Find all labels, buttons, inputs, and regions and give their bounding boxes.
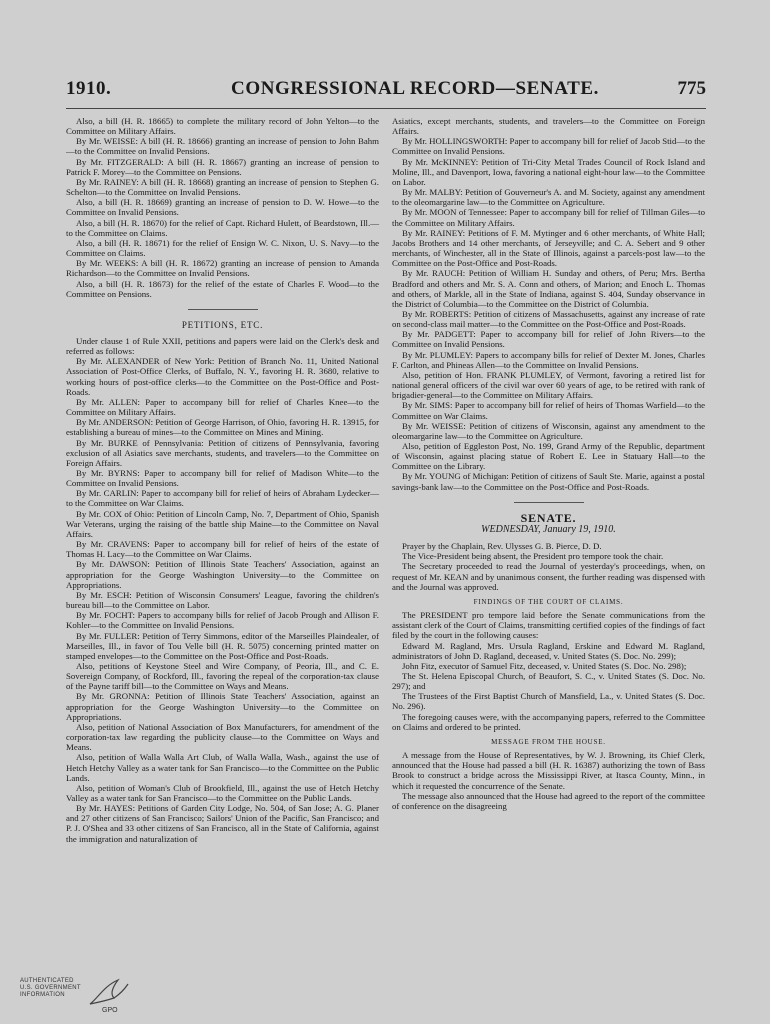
paragraph: Prayer by the Chaplain, Rev. Ulysses G. B. Pierce, D. D.: [402, 541, 602, 552]
header-rule: [66, 108, 706, 109]
paragraph: By Mr. ALEXANDER of New York: Petition of Branch No. 11, United National Association of Post-Office Clerks, of Buffalo, N. Y., favoring H. R. 3680, relative to working hours of post-office clerks—to the Committee on the Post-Office and Post-Roads.: [66, 356, 379, 397]
paragraph: By Mr. WEISSE: A bill (H. R. 18666) granting an increase of pension to John Bahm—to the Committee on Invalid Pensions.: [66, 136, 379, 157]
paragraph: Also, petition of Eggleston Post, No. 199, Grand Army of the Republic, department of Wisconsin, against placing statue of Robert E. Lee in Statuary Hall—to the Committee on the Library.: [392, 441, 705, 472]
gpo-eagle-icon: [84, 974, 134, 1014]
paragraph: By Mr. RAUCH: Petition of William H. Sunday and others, of Peru; Mrs. Bertha Bradford and others and Mr. S. A. Conn and others, of Marion; and Enoch L. Thomas and others, of Markle, all in the State of Indiana, against S. 404, Sunday observance in the District of Columbia—to the Committee on the District of Columbia.: [392, 268, 705, 309]
paragraph: By Mr. BYRNS: Paper to accompany bill for relief of Madison White—to the Committee on Invalid Pensions.: [66, 468, 379, 489]
section-rule: [514, 502, 584, 503]
paragraph: The PRESIDENT pro tempore laid before the Senate communications from the assistant clerk of the Court of Claims, transmitting certified copies of the findings of fact filed by the court in the following causes:: [392, 610, 705, 641]
paragraph: Also, petition of Woman's Club of Brookfield, Ill., against the use of Hetch Hetchy Valley as a water tank for San Francisco—to the Committee on the Public Lands.: [66, 782, 379, 803]
paragraph: Also, petition of Walla Walla Art Club, of Walla Walla, Wash., against the use of Hetch Hetchy Valley as a water tank for San Francisco—to the Committee on the Public Lands.: [66, 752, 379, 783]
paragraph: Also, a bill (H. R. 18665) to complete the military record of John Yelton—to the Committee on Military Affairs.: [66, 116, 379, 137]
paragraph: By Mr. FULLER: Petition of Terry Simmons, editor of the Marseilles Plaindealer, of Marseilles, Ill., in favor of Tou Velle bill (H. R. 5075) concerning printed matter on stamped envelopes—to the Committee on the Post-Office and Post-Roads.: [66, 630, 379, 661]
paragraph: Edward M. Ragland, Mrs. Ursula Ragland, Erskine and Edward M. Ragland, administrators of John D. Ragland, deceased, v. United States (S. Doc. No. 299);: [392, 640, 705, 661]
paragraph: A message from the House of Representatives, by W. J. Browning, its Chief Clerk, announced that the House had passed a bill (H. R. 16387) authorizing the town of Bass Brook to construct a bridge across the Mississippi River, at Itasca County, Minn., in which it requested the concurrence of the Senate.: [392, 750, 705, 791]
paragraph: By Mr. CRAVENS: Paper to accompany bill for relief of heirs of the estate of Thomas H. Lacy—to the Committee on War Claims.: [66, 539, 379, 560]
paragraph: By Mr. BURKE of Pennsylvania: Petition of citizens of Pennsylvania, favoring exclusion of all Asiatics save merchants, students, and travelers—to the Committee on Foreign Affairs.: [66, 437, 379, 468]
paragraph: Also, petition of National Association of Box Manufacturers, for amendment of the corporation-tax law regarding the publicity clause—to the Committee on Ways and Means.: [66, 721, 379, 753]
paragraph: By Mr. FOCHT: Papers to accompany bills for relief of Jacob Prough and Allison F. Kohler—to the Committee on Invalid Pensions.: [66, 610, 379, 631]
right-column: [392, 116, 705, 811]
paragraph: By Mr. CARLIN: Paper to accompany bill for relief of heirs of Abraham Lydecker—to the Committee on War Claims.: [66, 488, 379, 509]
paragraph: By Mr. ANDERSON: Petition of George Harrison, of Ohio, favoring H. R. 13915, for establishing a bureau of mines—to the Committee on Mines and Mining.: [66, 417, 379, 438]
page-header: [66, 78, 706, 104]
paragraph: Also, petition of Hon. FRANK PLUMLEY, of Vermont, favoring a retired list for national general officers of the civil war over 60 years of age, to be retired with rank of brigadier-general—to the Committee on Military Affairs.: [392, 369, 705, 401]
left-column: [66, 116, 379, 844]
paragraph: By Mr. RAINEY: Petitions of F. M. Mytinger and 6 other merchants, of White Hall; Jacobs Brothers and 14 other merchants, of Jerseyville; and C. A. Sebert and 9 other merchants, of Winchester, all in the State of Illinois, against a parcels-post law—to the Committee on the Post-Office and Post-Roads.: [392, 227, 705, 269]
paragraph: Also, a bill (H. R. 18670) for the relief of Capt. Richard Hulett, of Beardstown, Ill.—to the Committee on Claims.: [66, 217, 379, 238]
paragraph: By Mr. SIMS: Paper to accompany bill for relief of heirs of Thomas Warfield—to the Committee on War Claims.: [392, 400, 705, 421]
senate-heading: SENATE.: [520, 510, 577, 525]
paragraph: The Vice-President being absent, the President pro tempore took the chair.: [402, 551, 664, 562]
section-rule: [188, 309, 258, 310]
paragraph: John Fitz, executor of Samuel Fitz, deceased, v. United States (S. Doc. No. 298);: [402, 660, 687, 671]
paragraph: By Mr. PLUMLEY: Papers to accompany bills for relief of Dexter M. Jones, Charles F. Carlton, and Phineas Allen—to the Committee on Invalid Pensions.: [392, 349, 705, 370]
paragraph: By Mr. COX of Ohio: Petition of Lincoln Camp, No. 7, Department of Ohio, Spanish War Veterans, urging the raising of the battle ship Maine—to the Committee on Naval Affairs.: [66, 508, 379, 539]
paragraph: By Mr. ALLEN: Paper to accompany bill for relief of Charles Knee—to the Committee on Military Affairs.: [66, 396, 379, 418]
paragraph: The Trustees of the First Baptist Church of Mansfield, La., v. United States (S. Doc. No. 296).: [392, 691, 705, 712]
paragraph: By Mr. MALBY: Petition of Gouverneur's A. and M. Society, against any amendment to the oleomargarine law—to the Committee on Agriculture.: [392, 187, 705, 208]
paragraph: By Mr. DAWSON: Petition of Illinois State Teachers' Association, against an appropriation for the George Washington University—to the Committee on Appropriations.: [66, 559, 379, 590]
paragraph: The Secretary proceeded to read the Journal of yesterday's proceedings, when, on request of Mr. KEAN and by unanimous consent, the further reading was dispensed with and the Journal was approved.: [392, 561, 705, 592]
header-year: 1910.: [66, 78, 112, 99]
gpo-label-text: [20, 978, 81, 999]
gpo-authentication-mark: [20, 972, 140, 1012]
paragraph: Also, a bill (H. R. 18669) granting an increase of pension to D. W. Howe—to the Committee on Invalid Pensions.: [66, 197, 379, 218]
paragraph: By Mr. YOUNG of Michigan: Petition of citizens of Sault Ste. Marie, against a postal savings-bank law—to the Committee on the Post-Office and Post-Roads.: [392, 471, 705, 492]
gpo-line: INFORMATION: [20, 992, 65, 998]
paragraph: By Mr. FITZGERALD: A bill (H. R. 18667) granting an increase of pension to Patrick F. Morey—to the Committee on Pensions.: [66, 156, 379, 177]
gpo-label: GPO: [102, 1007, 118, 1014]
paragraph: Under clause 1 of Rule XXII, petitions and papers were laid on the Clerk's desk and referred as follows:: [66, 335, 379, 357]
paragraph: The St. Helena Episcopal Church, of Beaufort, S. C., v. United States (S. Doc. No. 297); and: [392, 670, 705, 692]
paragraph: Also, petitions of Keystone Steel and Wire Company, of Peoria, Ill., and C. E. Sovereign Company, of Rockford, Ill., favoring the repeal of the corporation-tax clause of the Payne tariff bill—to the Committee on Ways and Means.: [66, 660, 379, 692]
gpo-line: U.S. GOVERNMENT: [20, 985, 81, 991]
paragraph: By Mr. WEEKS: A bill (H. R. 18672) granting an increase of pension to Amanda Richardson—to the Committee on Invalid Pensions.: [66, 258, 379, 279]
paragraph: By Mr. PADGETT: Paper to accompany bill for relief of John Rivers—to the Committee on Invalid Pensions.: [392, 329, 705, 350]
message-heading: MESSAGE FROM THE HOUSE.: [491, 737, 606, 746]
paragraph: Also, a bill (H. R. 18671) for the relief of Ensign W. C. Nixon, U. S. Navy—to the Committee on Claims.: [66, 237, 379, 259]
paragraph: The foregoing causes were, with the accompanying papers, referred to the Committee on Claims and ordered to be printed.: [392, 711, 705, 732]
paragraph: Asiatics, except merchants, students, and travelers—to the Committee on Foreign Affairs.: [392, 116, 705, 137]
paragraph: By Mr. HAYES: Petitions of Garden City Lodge, No. 504, of San Jose; A. G. Planer and 27 other citizens of San Francisco; Sailors' Union of the Pacific, San Francisco; and P. J. O'Shea and 33 other citizens of San Francisco, all in the State of California, against the immigration and naturalization of: [66, 803, 379, 844]
paragraph: By Mr. RAINEY: A bill (H. R. 18668) granting an increase of pension to Stephen G. Schelton—to the Committee on Invalid Pensions.: [66, 176, 379, 198]
paragraph: By Mr. McKINNEY: Petition of Tri-City Metal Trades Council of Rock Island and Moline, Ill., and Davenport, Iowa, favoring a national eight-hour law—to the Committee on Labor.: [392, 156, 705, 187]
paragraph: By Mr. HOLLINGSWORTH: Paper to accompany bill for relief of Jacob Stid—to the Committee on Invalid Pensions.: [392, 136, 705, 157]
paragraph: Also, a bill (H. R. 18673) for the relief of the estate of Charles F. Wood—to the Committee on Pensions.: [66, 278, 379, 299]
claims-heading: FINDINGS OF THE COURT OF CLAIMS.: [473, 597, 624, 606]
header-page-number: 775: [677, 78, 706, 99]
petitions-heading: PETITIONS, ETC.: [181, 319, 264, 330]
gpo-line: AUTHENTICATED: [20, 978, 74, 984]
paragraph: By Mr. WEISSE: Petition of citizens of Wisconsin, against any amendment to the oleomargarine law—to the Committee on Agriculture.: [392, 420, 705, 441]
paragraph: The message also announced that the House had agreed to the report of the committee of conference on the disagreeing: [392, 790, 705, 811]
paragraph: By Mr. ESCH: Petition of Wisconsin Consumers' League, favoring the children's bureau bill—to the Committee on Labor.: [66, 589, 379, 611]
paragraph: By Mr. ROBERTS: Petition of citizens of Massachusetts, against any increase of rate on second-class mail matter—to the Committee on the Post-Office and Post-Roads.: [392, 308, 705, 330]
paragraph: By Mr. GRONNA: Petition of Illinois State Teachers' Association, against an appropriation for the George Washington University—to the Committee on Appropriations.: [66, 691, 379, 722]
senate-date: WEDNESDAY, January 19, 1910.: [481, 523, 616, 535]
header-title: CONGRESSIONAL RECORD—SENATE.: [231, 78, 600, 99]
paragraph: By Mr. MOON of Tennessee: Paper to accompany bill for relief of Tillman Giles—to the Committee on Military Affairs.: [392, 207, 705, 228]
